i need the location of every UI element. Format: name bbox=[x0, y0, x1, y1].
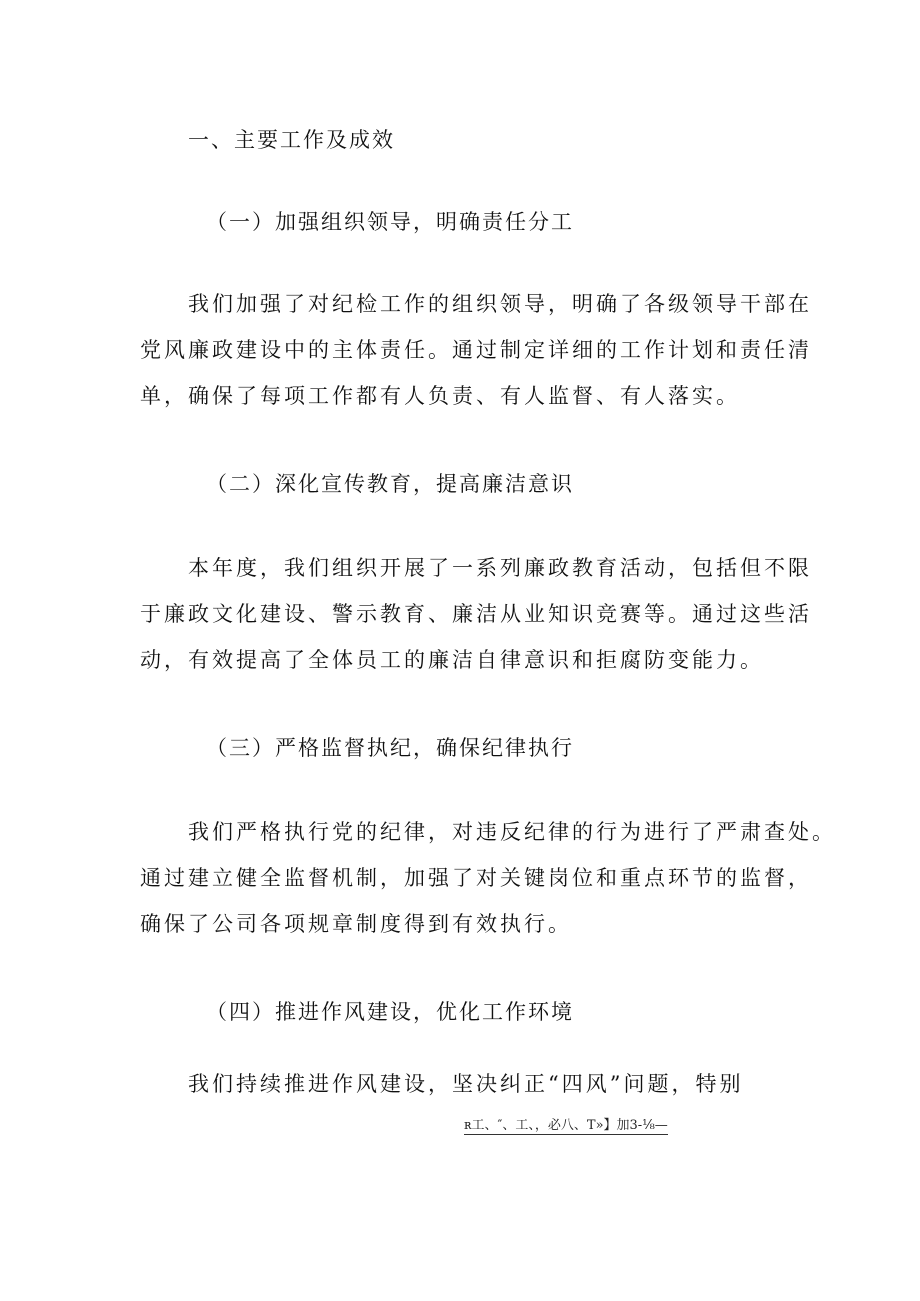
section-heading-3: （三）严格监督执纪，确保纪律执行 bbox=[206, 736, 574, 760]
paragraph-line: 本年度，我们组织开展了一系列廉政教育活动，包括但不限 bbox=[188, 556, 812, 580]
paragraph-line: 单，确保了每项工作都有人负责、有人监督、有人落实。 bbox=[140, 384, 740, 408]
paragraph-line: 我们加强了对纪检工作的组织领导，明确了各级领导干部在 bbox=[188, 292, 812, 316]
paragraph-line: 我们持续推进作风建设，坚决纠正“四风”问题，特别 bbox=[188, 1072, 744, 1096]
paragraph-line: 于廉政文化建设、警示教育、廉洁从业知识竞赛等。通过这些活 bbox=[140, 602, 812, 626]
garbled-footnote-text: ʀ工、″、工、，必八、T»】加3-⅛— bbox=[464, 1114, 668, 1135]
paragraph-line: 通过建立健全监督机制，加强了对关键岗位和重点环节的监督， bbox=[140, 866, 812, 890]
paragraph-line: 我们严格执行党的纪律，对违反纪律的行为进行了严肃查处。 bbox=[188, 820, 836, 844]
section-heading-2: （二）深化宣传教育，提高廉洁意识 bbox=[206, 472, 574, 496]
paragraph-line: 动，有效提高了全体员工的廉洁自律意识和拒腐防变能力。 bbox=[140, 648, 764, 672]
paragraph-line: 确保了公司各项规章制度得到有效执行。 bbox=[140, 912, 572, 936]
paragraph-line: 党风廉政建设中的主体责任。通过制定详细的工作计划和责任清 bbox=[140, 338, 812, 362]
main-heading: 一、主要工作及成效 bbox=[188, 128, 395, 152]
section-heading-4: （四）推进作风建设，优化工作环境 bbox=[206, 1000, 574, 1024]
section-heading-1: （一）加强组织领导，明确责任分工 bbox=[206, 210, 574, 234]
